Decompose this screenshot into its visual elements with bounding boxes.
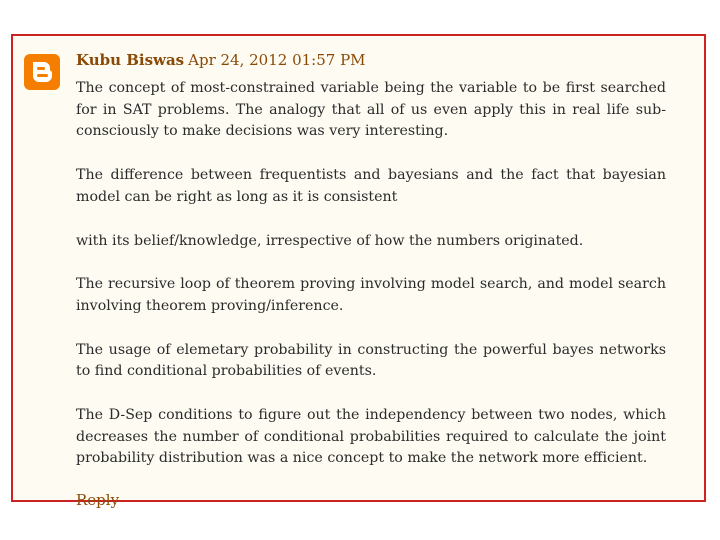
comment-paragraph: The difference between frequentists and bayesians and the fact that bayesian model can be right as long as it is consistent — [76, 167, 666, 205]
comment-paragraph: The concept of most-constrained variable being the variable to be first searched for in SAT problems. The analogy that all of us even apply this in real life sub-consciously to make decisions was very interesting. — [76, 80, 666, 140]
comment-body — [76, 78, 666, 470]
blogger-logo-glyph — [24, 54, 60, 90]
comment-header — [76, 48, 666, 72]
comment-timestamp[interactable]: Apr 24, 2012 01:57 PM — [188, 51, 366, 69]
comment-author[interactable]: Kubu Biswas — [76, 51, 185, 69]
comment-paragraph: The D-Sep conditions to figure out the independency between two nodes, which decreases the number of conditional probabilities required to calculate the joint probability distribution was a nice concept to make the network more efficient. — [76, 407, 666, 467]
comment-paragraph: The recursive loop of theorem proving involving model search, and model search involving theorem proving/inference. — [76, 276, 666, 314]
comment-paragraph: The usage of elemetary probability in constructing the powerful bayes networks to find conditional probabilities of events. — [76, 341, 666, 380]
blogger-icon[interactable] — [24, 54, 60, 90]
comment-content — [76, 48, 666, 510]
reply-link[interactable]: Reply — [76, 491, 120, 510]
comment-card — [11, 34, 706, 510]
comment-paragraph: with its belief/knowledge, irrespective of how the numbers originated. — [76, 232, 584, 249]
